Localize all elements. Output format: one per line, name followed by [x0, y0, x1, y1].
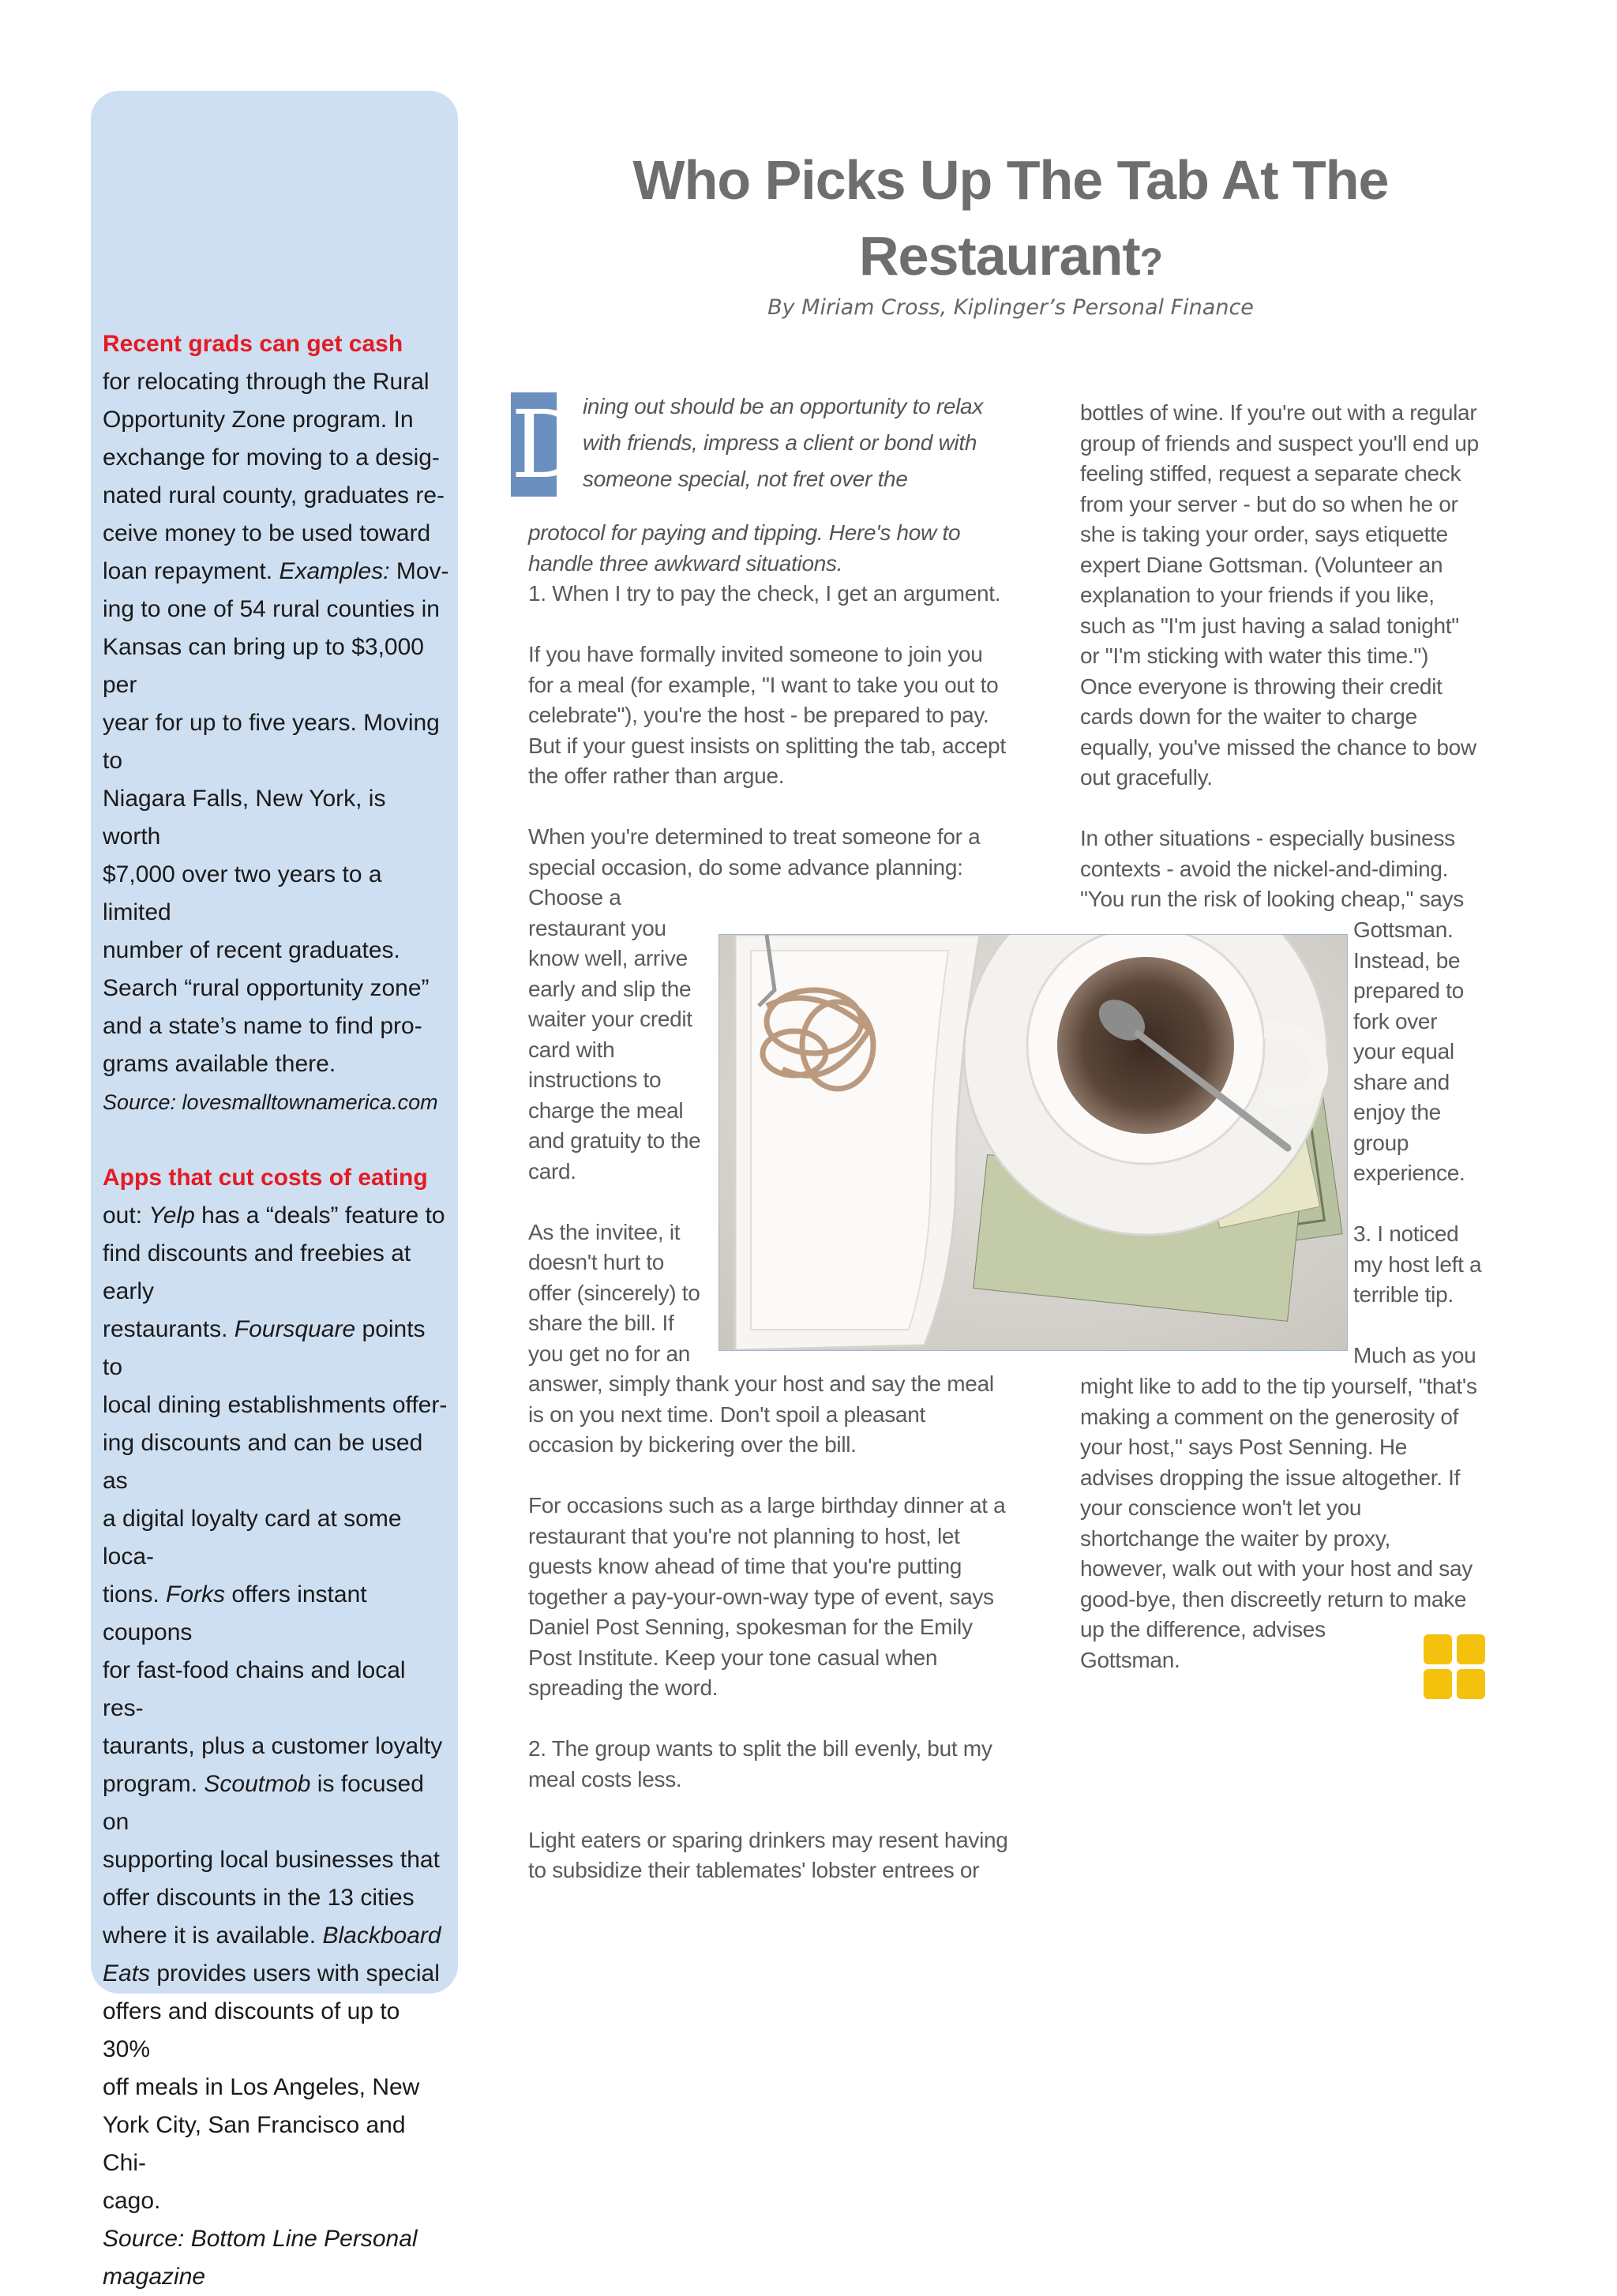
sidebar-span: out:: [103, 1202, 149, 1229]
sidebar-line: ing discounts and can be used as: [103, 1430, 423, 1494]
sidebar-italic: Blackboard: [322, 1923, 441, 1949]
body-line: share and: [1353, 1069, 1450, 1094]
body-line: cards down for the waiter to charge: [1080, 704, 1417, 729]
body-line: restaurant that you're not planning to host, let: [528, 1523, 960, 1548]
body-line: might like to add to the tip yourself, "that's: [1080, 1374, 1477, 1398]
body-line: know well, arrive: [528, 946, 688, 970]
body-line: experience.: [1353, 1161, 1465, 1185]
sidebar-line: Niagara Falls, New York, is worth: [103, 786, 386, 850]
body-line: Post Institute. Keep your tone casual when: [528, 1645, 938, 1670]
sidebar-span: where it is available.: [103, 1923, 323, 1949]
sidebar-line: ing to one of 54 rural counties in: [103, 596, 440, 622]
body-line: celebrate"), you're the host - be prepared to pay.: [528, 703, 989, 727]
body-line: early and slip the: [528, 976, 692, 1001]
body-line: offer (sincerely) to: [528, 1280, 700, 1305]
sidebar-italic: Examples:: [279, 558, 390, 584]
body-line: she is taking your order, says etiquette: [1080, 522, 1448, 546]
body-line: occasion by bickering over the bill.: [528, 1432, 857, 1457]
body-line: expert Diane Gottsman. (Volunteer an: [1080, 552, 1443, 577]
body-line: up the difference, advises: [1080, 1617, 1326, 1641]
body-line: for a meal (for example, "I want to take you out to: [528, 672, 999, 697]
sidebar-line: supporting local businesses that: [103, 1847, 440, 1873]
sidebar-heading-apps: Apps that cut costs of eating: [103, 1165, 428, 1191]
byline: By Miriam Cross, Kiplinger’s Personal Finance: [767, 295, 1254, 320]
body-line: card.: [528, 1158, 576, 1184]
right-column-wrap: [1353, 915, 1495, 1371]
body-line: and gratuity to the: [528, 1128, 701, 1153]
sidebar-line: for fast-food chains and local res-: [103, 1657, 406, 1721]
sidebar-span: provides users with special: [150, 1960, 440, 1986]
body-line: special occasion, do some advance planning:: [528, 854, 963, 880]
body-line: your conscience won't let you: [1080, 1495, 1362, 1520]
body-line: If you have formally invited someone to join you: [528, 642, 983, 666]
right-column-bottom: [1080, 1371, 1491, 1675]
lead-line: ining out should be an opportunity to relax: [583, 394, 984, 418]
sidebar-line: local dining establishments offer-: [103, 1392, 448, 1418]
body-line: "You run the risk of looking cheap," says: [1080, 887, 1464, 911]
body-line: answer, simply thank your host and say the meal: [528, 1371, 994, 1396]
body-line: equally, you've missed the chance to bow: [1080, 734, 1476, 760]
body-line: spreading the word.: [528, 1675, 718, 1700]
lead-line: someone special, not fret over the: [583, 467, 908, 491]
sidebar-text: [103, 325, 450, 2296]
body-line: the offer rather than argue.: [528, 763, 785, 788]
sidebar-line: offers and discounts of up to 30%: [103, 1998, 400, 2062]
body-line: Light eaters or sparing drinkers may resent having: [528, 1827, 1008, 1852]
body-line: group: [1353, 1130, 1409, 1155]
lead-line: protocol for paying and tipping. Here's how to: [528, 520, 961, 545]
sidebar-span: Mov-: [389, 558, 449, 584]
body-line: shortchange the waiter by proxy,: [1080, 1525, 1390, 1551]
body-line: such as "I'm just having a salad tonight": [1080, 613, 1459, 638]
sidebar-line: [103, 1197, 450, 1235]
body-line: group of friends and suspect you'll end up: [1080, 430, 1479, 456]
body-line: contexts - avoid the nickel-and-diming.: [1080, 856, 1449, 881]
body-line: making a comment on the generosity of: [1080, 1404, 1459, 1429]
sidebar-line: find discounts and freebies at early: [103, 1240, 411, 1304]
body-line: Much as you: [1353, 1343, 1476, 1367]
body-line: out gracefully.: [1080, 765, 1213, 790]
lead-line: handle three awkward situations.: [528, 550, 843, 576]
body-line: waiter your credit: [528, 1007, 692, 1031]
sidebar-heading-grads: Recent grads can get cash: [103, 331, 403, 357]
sidebar-line: $7,000 over two years to a limited: [103, 861, 382, 925]
sidebar-source: Source: lovesmalltownamerica.com: [103, 1090, 438, 1114]
sidebar-italic: Forks: [166, 1581, 226, 1608]
body-line: For occasions such as a large birthday dinner at a: [528, 1493, 1006, 1518]
body-line: however, walk out with your host and say: [1080, 1556, 1473, 1581]
restaurant-photo: [718, 934, 1348, 1351]
body-line: But if your guest insists on splitting the tab, accept: [528, 733, 1006, 758]
sidebar-line: [103, 553, 450, 591]
sidebar-line: [103, 1576, 450, 1652]
article-title: [553, 142, 1469, 301]
body-line: restaurant you: [528, 915, 666, 940]
body-line: together a pay-your-own-way type of event, says: [528, 1584, 994, 1609]
sidebar-line: taurants, plus a customer loyalty: [103, 1733, 443, 1759]
body-line: your equal: [1353, 1039, 1454, 1064]
body-line: good-bye, then discreetly return to make: [1080, 1586, 1467, 1611]
sidebar-line: for relocating through the Rural: [103, 369, 430, 395]
body-line: prepared to: [1353, 978, 1464, 1003]
sidebar-span: is focused on: [103, 1771, 424, 1835]
sidebar-source: magazine: [103, 2264, 206, 2290]
photo-illustration: [719, 935, 1347, 1350]
body-line: Once everyone is throwing their credit: [1080, 673, 1443, 699]
body-line: Gottsman.: [1353, 917, 1454, 942]
question-2: meal costs less.: [528, 1766, 682, 1791]
body-line: bottles of wine. If you're out with a regular: [1080, 400, 1477, 425]
sidebar-line: year for up to five years. Moving to: [103, 710, 440, 774]
sidebar-line: Opportunity Zone program. In: [103, 407, 414, 433]
sidebar-line: York City, San Francisco and Chi-: [103, 2112, 406, 2176]
question-1: 1. When I try to pay the check, I get an argument.: [528, 581, 1001, 606]
body-line: you get no for an: [528, 1341, 691, 1366]
body-line: When you're determined to treat someone for a: [528, 824, 981, 849]
sidebar-line: Search “rural opportunity zone”: [103, 975, 430, 1001]
body-line: Instead, be: [1353, 947, 1461, 973]
body-line: from your server - but do so when he or: [1080, 491, 1458, 516]
sidebar-line: nated rural county, graduates re-: [103, 482, 445, 508]
body-line: doesn't hurt to: [528, 1250, 665, 1274]
body-line: fork over: [1353, 1008, 1438, 1034]
sidebar-italic: Eats: [103, 1960, 151, 1986]
lead-line: with friends, impress a client or bond with: [583, 430, 977, 455]
sidebar-line: a digital loyalty card at some loca-: [103, 1506, 402, 1570]
question-3: my host left a: [1353, 1251, 1482, 1277]
title-line-2: Restaurant: [859, 225, 1140, 287]
sidebar-line: grams available there.: [103, 1051, 336, 1077]
body-line: In other situations - especially business: [1080, 826, 1455, 850]
body-line: advises dropping the issue altogether. If: [1080, 1465, 1461, 1490]
body-line: Choose a: [528, 885, 621, 910]
sidebar-line: [103, 1311, 450, 1386]
body-line: to subsidize their tablemates' lobster entrees or: [528, 1858, 980, 1882]
sidebar-line: [103, 1765, 450, 1841]
sidebar-span: offers instant coupons: [103, 1581, 367, 1645]
sidebar-span: program.: [103, 1771, 204, 1797]
sidebar-line: cago.: [103, 2188, 161, 2214]
body-line: share the bill. If: [528, 1311, 674, 1335]
body-line: Gottsman.: [1080, 1647, 1180, 1672]
question-2: 2. The group wants to split the bill evenly, but my: [528, 1736, 992, 1761]
sidebar-span: points to: [103, 1316, 426, 1380]
sidebar-line: [103, 1917, 450, 1955]
sidebar-span: restaurants.: [103, 1316, 234, 1342]
title-question-mark: ?: [1139, 242, 1162, 283]
body-line: Daniel Post Senning, spokesman for the Emily: [528, 1615, 973, 1639]
lead-paragraph-top: [583, 388, 983, 497]
sidebar-line: number of recent graduates.: [103, 937, 400, 963]
sidebar-line: off meals in Los Angeles, New: [103, 2074, 420, 2100]
sidebar-italic: Foursquare: [234, 1316, 356, 1342]
body-line: your host," says Post Senning. He: [1080, 1435, 1408, 1459]
sidebar-line: Kansas can bring up to $3,000 per: [103, 634, 424, 698]
sidebar-span: has a “deals” feature to: [194, 1202, 445, 1229]
sidebar-line: offer discounts in the 13 cities: [103, 1885, 415, 1911]
right-column: [1080, 398, 1491, 915]
sidebar-line: exchange for moving to a desig-: [103, 445, 440, 471]
sidebar-italic: Yelp: [148, 1202, 195, 1229]
sidebar-line: and a state’s name to find pro-: [103, 1013, 422, 1039]
sidebar-source: Source: Bottom Line Personal: [103, 2226, 418, 2252]
sidebar-line: [103, 1955, 450, 1993]
body-line: feeling stiffed, request a separate check: [1080, 461, 1461, 486]
drop-cap: D: [511, 390, 586, 499]
body-line: or "I'm sticking with water this time."): [1080, 643, 1429, 668]
body-line: charge the meal: [528, 1097, 684, 1123]
sidebar-span: tions.: [103, 1581, 167, 1608]
question-3: terrible tip.: [1353, 1282, 1454, 1307]
four-squares-icon: [1424, 1634, 1487, 1701]
sidebar-line: ceive money to be used toward: [103, 520, 431, 546]
body-line: is on you next time. Don't spoil a pleasant: [528, 1401, 925, 1427]
body-line: guests know ahead of time that you're putting: [528, 1554, 962, 1578]
body-line: As the invitee, it: [528, 1219, 681, 1244]
sidebar-span: loan repayment.: [103, 558, 280, 584]
body-line: enjoy the: [1353, 1100, 1441, 1124]
question-3: 3. I noticed: [1353, 1221, 1459, 1246]
title-line-1: Who Picks Up The Tab At The: [632, 149, 1389, 211]
sidebar-italic: Scoutmob: [204, 1771, 311, 1797]
body-line: card with: [528, 1037, 615, 1062]
body-line: instructions to: [528, 1067, 662, 1092]
body-line: explanation to your friends if you like,: [1080, 583, 1435, 607]
